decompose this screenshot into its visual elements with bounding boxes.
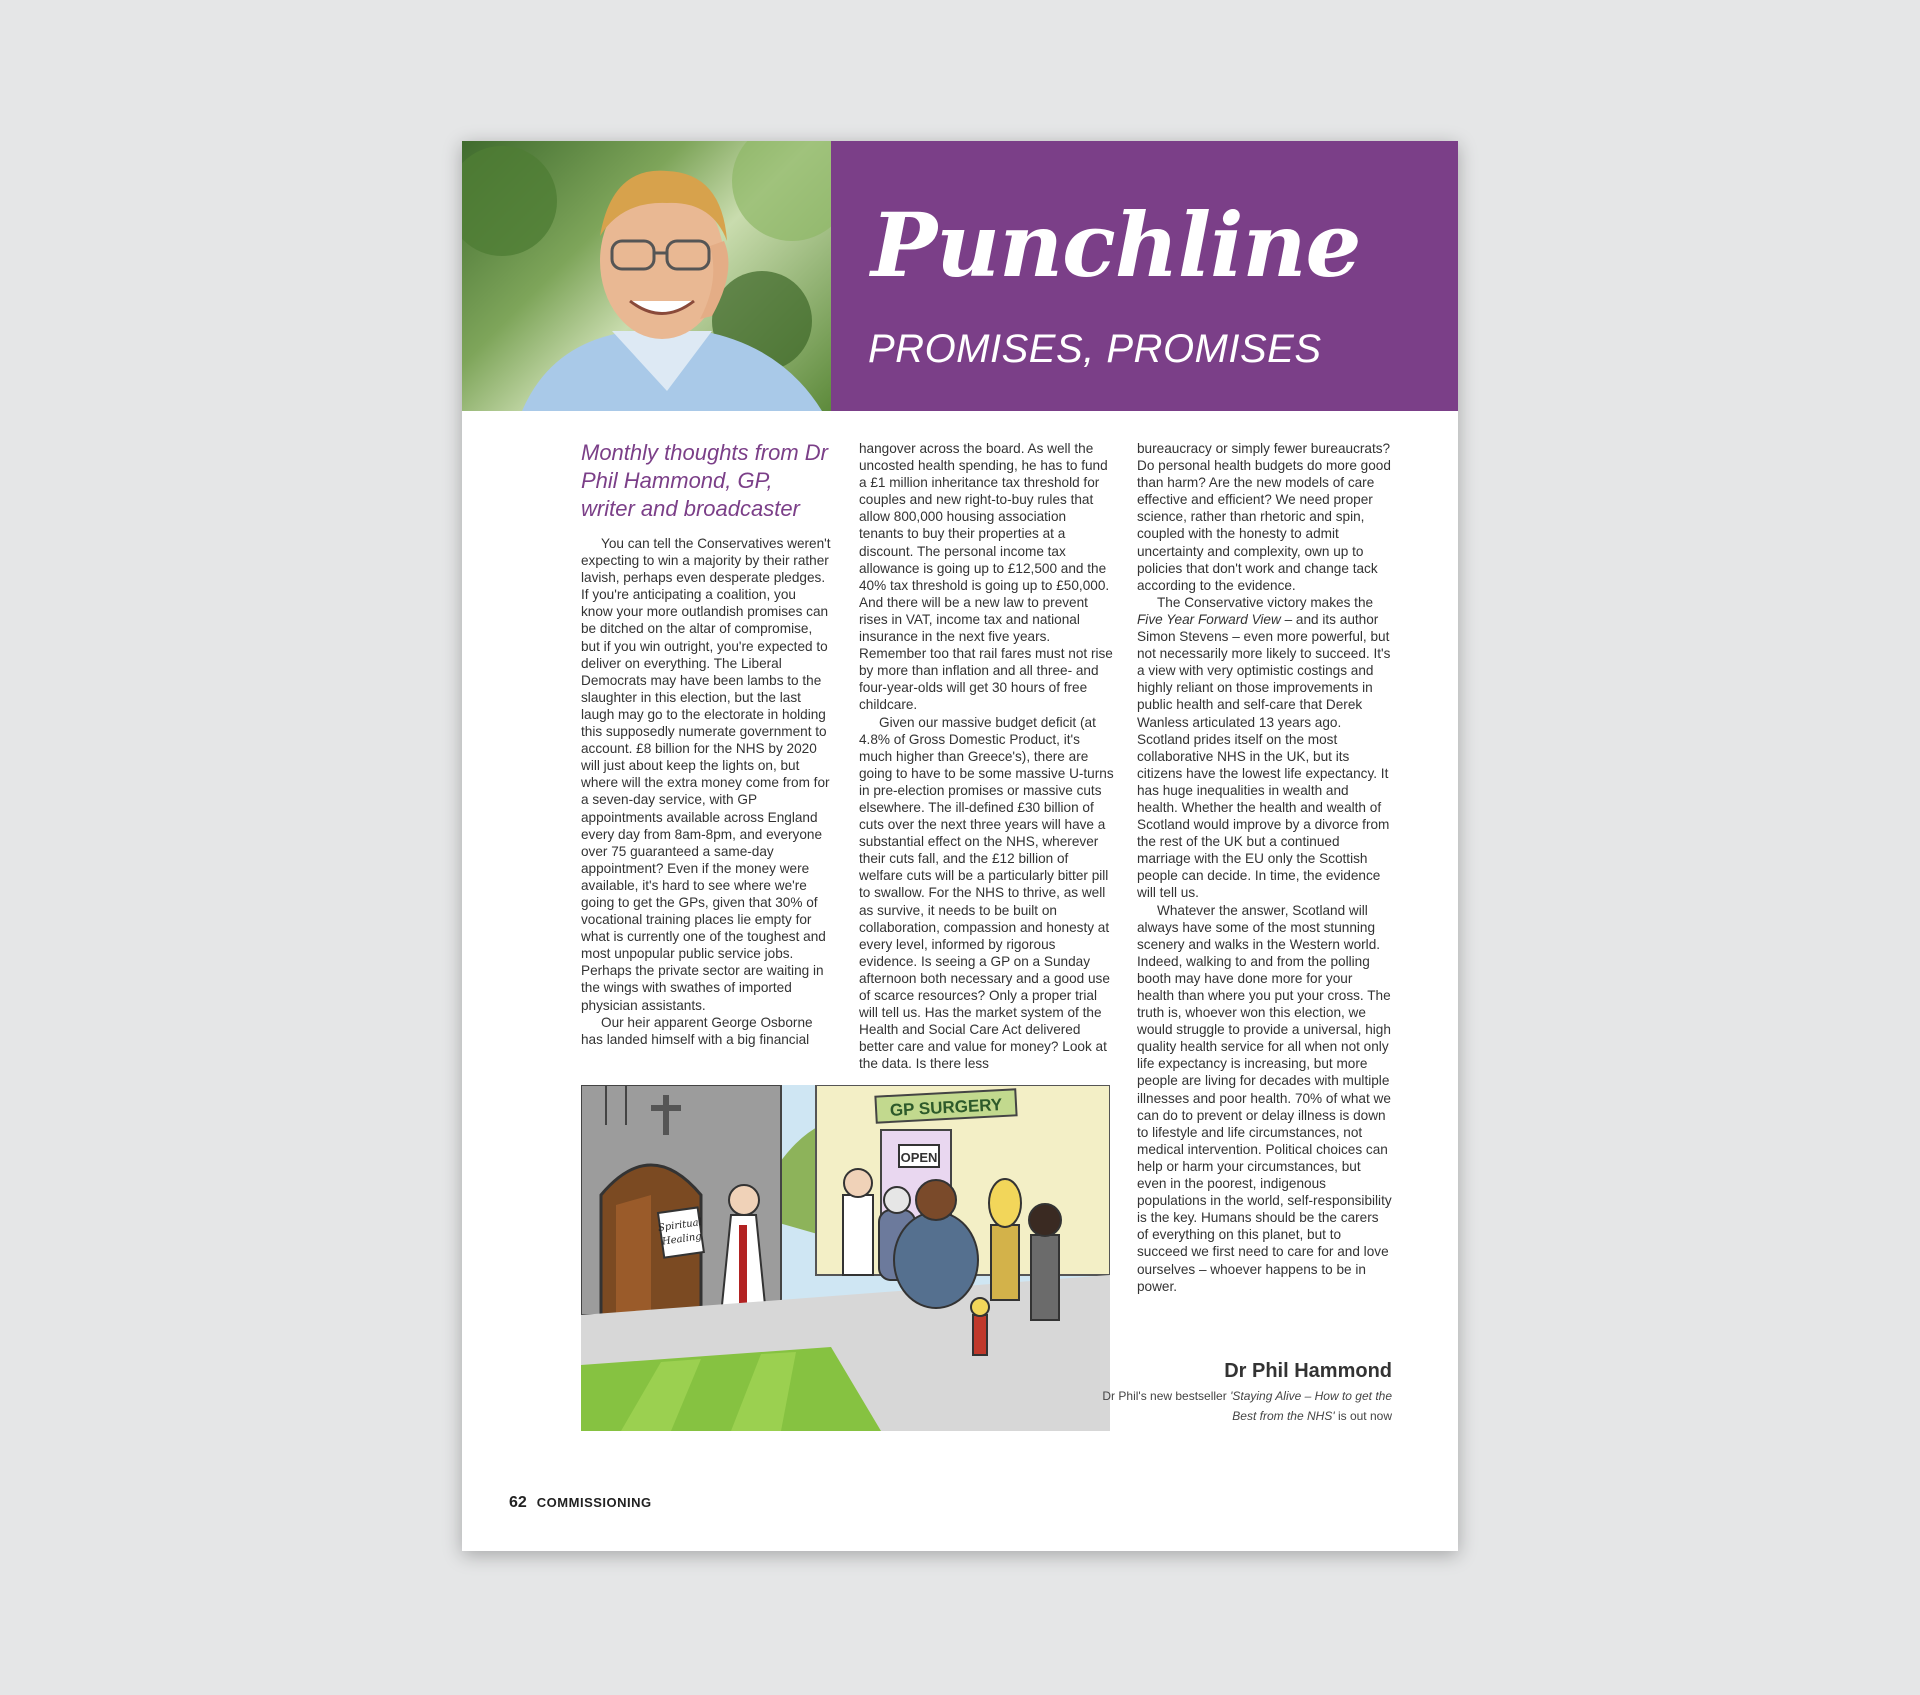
note-text: Dr Phil's new bestseller (1102, 1389, 1231, 1403)
spiritual-healing-sign: Spiritual (657, 1217, 703, 1235)
book-title: 'Staying Alive – How to get the Best from the NHS' (1230, 1389, 1392, 1423)
paragraph-text: The Conservative victory makes the (1157, 594, 1374, 610)
paragraph: Our heir apparent George Osborne has landed himself with a big financial (581, 1014, 813, 1047)
report-title: Five Year Forward View (1137, 611, 1281, 627)
open-sign: OPEN (900, 1150, 938, 1165)
paragraph: hangover across the board. As well the uncosted health spending, he has to fund a £1 million inheritance tax threshold for couples and new right-to-buy rules that allow 800,000 housing association tenants to buy their properties at a discount. The personal income tax allowance is going up to £12,500 and the 40% tax threshold is going up to £50,000. And there will be a new law to prevent rises in VAT, income tax and national insurance in the next five years. Remember too that rail fares must not rise by more than inflation and all three- and four-year-olds will get 30 hours of free childcare. (859, 441, 1113, 713)
text-column-3 (1137, 440, 1392, 1295)
section-name: COMMISSIONING (536, 1495, 652, 1510)
paragraph: Whatever the answer, Scotland will always have some of the most stunning scenery and walks in the Western world. Indeed, walking to and from the polling booth may have done more for your health than where you put your cross. The truth is, whoever won this election, we would struggle to provide a universal, high quality health service for all when not only life expectancy is increasing, but more people are living for decades with multiple illnesses and poor health. 70% of what we can do to prevent or delay illness is down to lifestyle and life circumstances, not medical intervention. Political choices can help or harm your circumstances, but even in the poorest, indigenous populations in the world, self-responsibility is the key. Humans should be the carers of everything on this planet, but to succeed we first need to care for and love ourselves – whoever happens to be in power. (1137, 902, 1392, 1294)
author-byline: Dr Phil Hammond (1224, 1360, 1392, 1382)
paragraph-text: – and its author Simon Stevens – even more powerful, but not necessarily more likely to succeed. It's a view with very optimistic costings and highly reliant on those improvements in public health and self-care that Derek Wanless articulated 13 years ago. Scotland prides itself on the most collaborative NHS in the UK, but its citizens have the lowest life expectancy. It has huge inequalities in wealth and health. Whether the health and wealth of Scotland would improve by a divorce from the rest of the UK but a continued marriage with the EU only the Scottish people can decide. In time, the evidence will tell us. (1137, 611, 1391, 901)
gp-surgery-sign: GP SURGERY (889, 1095, 1003, 1120)
note-text: is out now (1334, 1409, 1392, 1423)
page-footer (509, 1494, 652, 1512)
paragraph: You can tell the Conservatives weren't expecting to win a majority by their rather lavish, perhaps even desperate pledges. If you're anticipating a coalition, you know your more outlandish promises can be ditched on the altar of compromise, but if you win outright, you're expected to deliver on everything. The Liberal Democrats may have been lambs to the slaughter in this election, but the last laugh may go to the electorate in holding this supposedly numerate government to account. £8 billion for the NHS by 2020 will just about keep the lights on, but where will the extra money come from for a seven-day service, with GP appointments available across England every day from 8am-8pm, and everyone over 75 guaranteed a same-day appointment? Even if the money were available, it's hard to see where we're going to get the GPs, given that 30% of vocational training places lie empty for what is currently one of the toughest and most unpopular public service jobs. Perhaps the private sector are waiting in the wings with swathes of imported physician assistants. (581, 536, 831, 1013)
author-portrait-illustration (462, 141, 831, 411)
magazine-page (462, 141, 1458, 1551)
spiritual-healing-sign: Healing (661, 1231, 703, 1248)
column-title: Punchline (871, 193, 1361, 297)
paragraph (1137, 594, 1392, 902)
text-column-1 (581, 535, 831, 1048)
book-promo-note (1102, 1386, 1392, 1426)
standfirst (581, 439, 831, 523)
text-column-2 (859, 440, 1114, 1072)
page-number: 62 (509, 1494, 527, 1511)
standfirst-text: Monthly thoughts from Dr Phil Hammond, GP, writer and broadcaster (581, 440, 828, 521)
article-headline: PROMISES, PROMISES (868, 327, 1322, 371)
paragraph: bureaucracy or simply fewer bureaucrats? Do personal health budgets do more good than harm? Are the new models of care effective and efficient? We need proper science, rather than rhetoric and spin, coupled with the honesty to admit uncertainty and complexity, own up to policies that don't work and change tack according to the evidence. (1137, 441, 1391, 593)
title-banner (831, 141, 1458, 411)
paragraph: Given our massive budget deficit (at 4.8% of Gross Domestic Product, it's much higher than Greece's), there are going to have to be some massive U-turns in pre-election promises or massive cuts elsewhere. The ill-defined £30 billion of cuts over the next three years will have a substantial effect on the NHS, wherever their cuts fall, and the £12 billion of welfare cuts will be a particularly bitter pill to swallow. For the NHS to thrive, as well as survive, it needs to be built on collaboration, compassion and honesty at every level, informed by rigorous evidence. Is seeing a GP on a Sunday afternoon both necessary and a good use of scarce resources? Only a proper trial will tell us. Has the market system of the Health and Social Care Act delivered better care and value for money? Look at the data. Is there less (859, 714, 1114, 1072)
author-photo (462, 141, 831, 411)
